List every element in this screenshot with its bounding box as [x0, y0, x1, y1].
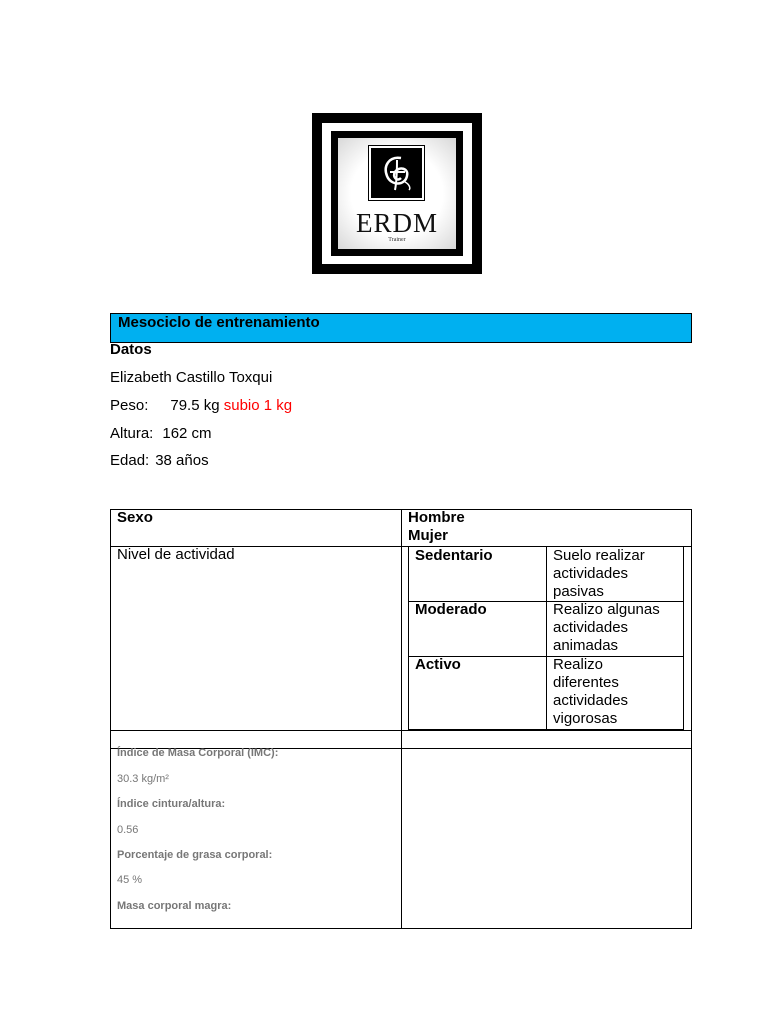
table-divider [401, 509, 402, 929]
nivel-moderado-desc-1: Realizo algunas [553, 601, 660, 618]
logo-wordmark: ERDM [355, 208, 438, 238]
activity-divider [546, 546, 547, 730]
section-header [110, 313, 692, 343]
nivel-moderado-desc-2: actividades [553, 619, 629, 636]
cintura-label: Índice cintura/altura: [117, 798, 226, 810]
altura-label: Altura: [110, 425, 154, 442]
sexo-label: Sexo [117, 509, 153, 526]
grasa-label: Porcentaje de grasa corporal: [117, 849, 273, 861]
nivel-moderado[interactable]: Moderado [415, 601, 487, 618]
sexo-option-mujer[interactable]: Mujer [408, 527, 449, 544]
imc-label: Índice de Masa Corporal (IMC): [117, 747, 279, 759]
nivel-moderado-desc-3: animadas [553, 637, 619, 654]
peso-row [110, 397, 292, 414]
nivel-label: Nivel de actividad [117, 546, 235, 563]
row-divider [110, 730, 692, 731]
nivel-sedentario-desc-3: pasivas [553, 583, 604, 600]
client-name: Elizabeth Castillo Toxqui [110, 369, 273, 386]
altura-value: 162 cm [162, 425, 212, 442]
nivel-activo[interactable]: Activo [415, 656, 461, 673]
peso-value: 79.5 kg [170, 397, 220, 414]
nivel-activo-desc-1: Realizo [553, 656, 604, 673]
nivel-activo-desc-4: vigorosas [553, 710, 618, 727]
imc-value: 30.3 kg/m² [117, 773, 169, 785]
nivel-sedentario[interactable]: Sedentario [415, 547, 493, 564]
altura-row [110, 425, 212, 442]
magra-label: Masa corporal magra: [117, 900, 232, 912]
logo-subtitle: Trainer [388, 237, 406, 243]
edad-row [110, 452, 209, 469]
nivel-activo-desc-2: diferentes [553, 674, 619, 691]
nivel-sedentario-desc-1: Suelo realizar [553, 547, 645, 564]
monogram-emblem-icon [369, 146, 424, 200]
peso-note: subio 1 kg [223, 397, 293, 414]
edad-value: 38 años [155, 452, 209, 469]
peso-label: Peso: [110, 397, 149, 414]
edad-label: Edad: [110, 452, 150, 469]
nivel-sedentario-desc-2: actividades [553, 565, 629, 582]
nivel-activo-desc-3: actividades [553, 692, 629, 709]
section-title: Mesociclo de entrenamiento [118, 314, 320, 331]
sexo-option-hombre[interactable]: Hombre [408, 509, 465, 526]
cintura-value: 0.56 [117, 824, 139, 836]
grasa-value: 45 % [117, 874, 143, 886]
datos-heading: Datos [110, 341, 152, 358]
